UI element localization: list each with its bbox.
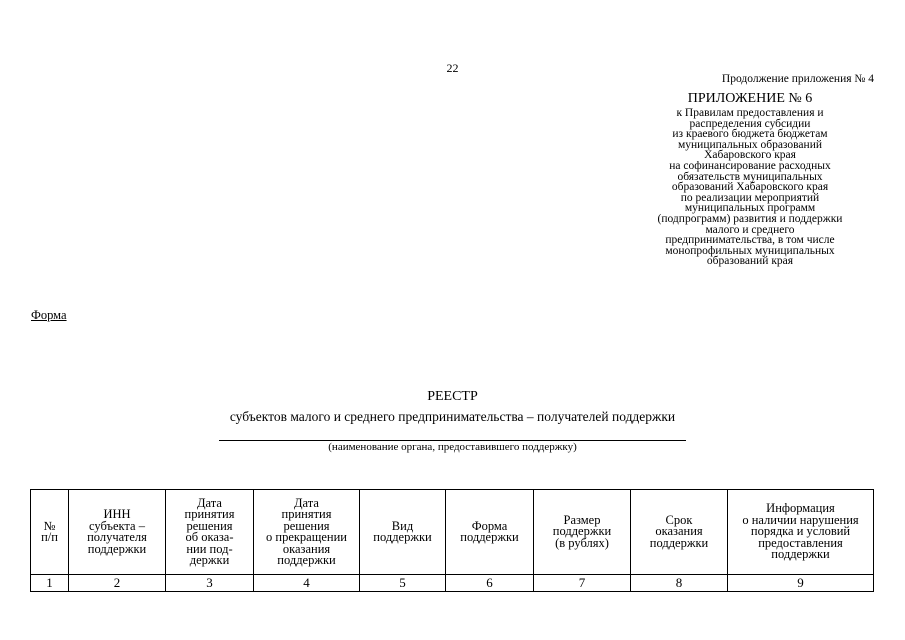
column-number-cell: 5 [360,575,446,592]
column-number-cell: 6 [446,575,534,592]
appendix-line: из краевого бюджета бюджетам [672,128,828,141]
header-cell-support-amount: Размер поддержки (в рублях) [534,490,631,575]
header-cell-decision-date: Дата принятия решения об оказа- нии под- держки [166,490,254,575]
header-cell-inn: ИНН субъекта – получателя поддержки [69,490,166,575]
appendix-line: распределения субсидии [689,117,811,130]
appendix-line: к Правилам предоставления и [676,107,824,119]
appendix-line: образований Хабаровского края [671,181,829,194]
continuation-note: Продолжение приложения № 4 [721,73,874,85]
column-number-cell: 3 [166,575,254,592]
document-subtitle: субъектов малого и среднего предпринимательства – получателей поддержки [229,409,676,424]
column-number-cell: 8 [631,575,728,592]
appendix-line: монопрофильных муниципальных [665,244,835,257]
appendix-line: малого и среднего [705,223,795,236]
header-cell-violation-info: Информация о наличии нарушения порядка и условий предоставления поддержки [728,490,874,575]
appendix-line: предпринимательства, в том числе [665,234,835,247]
table-header-row [31,490,874,575]
column-number-cell: 2 [69,575,166,592]
appendix-line: муниципальных образований [677,138,823,151]
appendix-line: образований края [706,255,794,268]
column-number-cell: 1 [31,575,69,592]
appendix-title: ПРИЛОЖЕНИЕ № 6 [687,91,813,106]
page-number: 22 [446,61,459,75]
document-title: РЕЕСТР [427,389,478,404]
header-cell-support-form: Форма поддержки [446,490,534,575]
appendix-line: по реализации мероприятий [680,191,820,204]
header-cell-number: № п/п [31,490,69,575]
column-number-cell: 9 [728,575,874,592]
column-number-cell: 7 [534,575,631,592]
appendix-line: (подпрограмм) развития и поддержки [657,212,843,225]
column-number-cell: 4 [254,575,360,592]
appendix-line: обязательств муниципальных [677,170,823,183]
header-cell-termination-date: Дата принятия решения о прекращении оказания поддержки [254,490,360,575]
header-cell-support-term: Срок оказания поддержки [631,490,728,575]
issuer-caption: (наименование органа, предоставившего поддержку) [328,441,577,453]
form-label: Форма [31,308,67,322]
appendix-line: муниципальных программ [684,202,816,215]
header-cell-support-type: Вид поддержки [360,490,446,575]
appendix-line: на софинансирование расходных [669,159,831,172]
appendix-line: Хабаровского края [704,149,796,162]
table-row [31,575,874,592]
registry-table [30,489,874,592]
appendix-block [620,91,880,267]
